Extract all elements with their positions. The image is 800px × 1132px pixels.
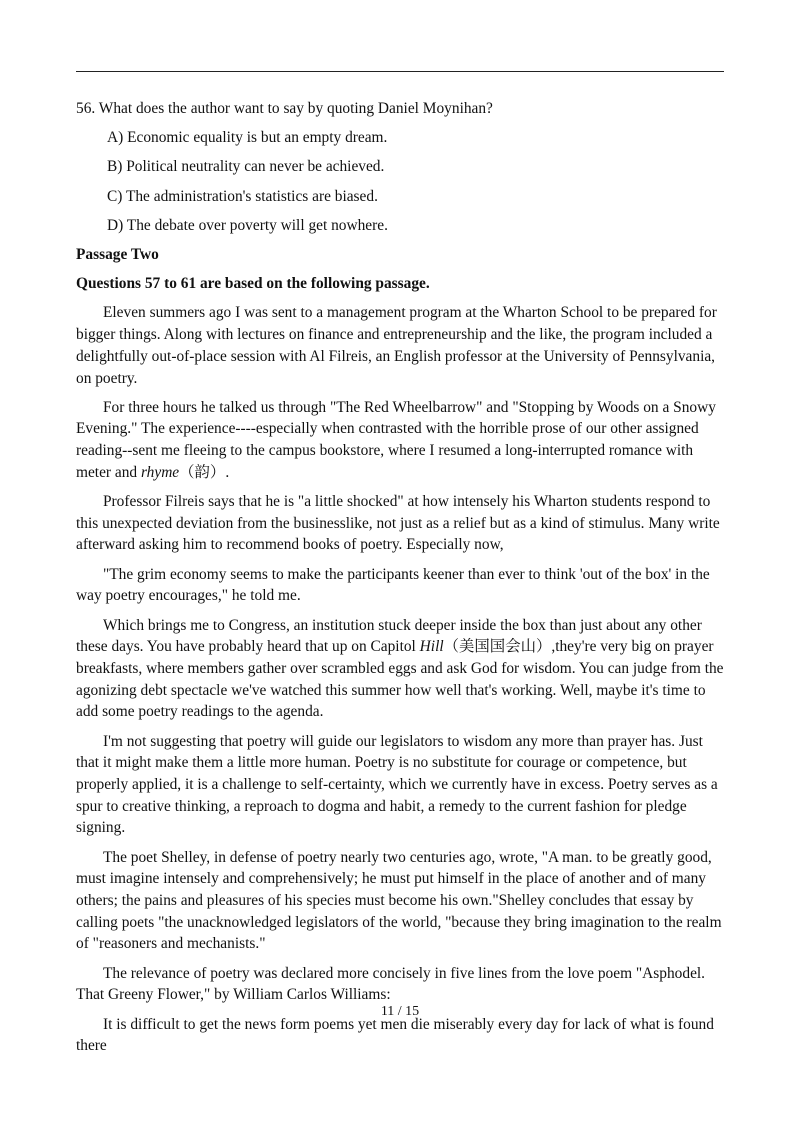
paragraph-text: （韵）. — [179, 463, 230, 481]
page-number: 11 / 15 — [380, 1004, 420, 1019]
paragraph: The relevance of poetry was declared more concisely in five lines from the love poem "Asphodel. That Greeny Flower," by William Carlos Williams: — [76, 964, 706, 1004]
passage-instruction: Questions 57 to 61 are based on the following passage. — [76, 275, 430, 293]
header-rule — [76, 71, 724, 72]
passage-title: Passage Two — [76, 246, 159, 264]
option-b: B) Political neutrality can never be achieved. — [107, 158, 385, 176]
italic-term: rhyme — [140, 463, 180, 481]
paragraph-text: （美国国会山）,they're very big on prayer breakfasts, where members gather over scrambled eggs and ask God for wisdom. You can judge from the agonizing debt spectacle we've watched this summer how well that's working. Well, maybe it's time to add some poetry readings to the agenda. — [76, 638, 724, 721]
paragraph-text: For three hours he talked us through "The Red Wheelbarrow" and "Stopping by Woods on a Snowy Evening." The experience----especially when contrasted with the horrible prose of our other assigned reading--sent me fleeing to the campus bookstore, where I resumed a long-interrupted romance with meter and — [76, 398, 716, 481]
paragraph — [76, 397, 724, 484]
italic-term: Hill — [419, 638, 444, 656]
option-a: A) Economic equality is but an empty dream. — [107, 129, 388, 147]
paragraph: "The grim economy seems to make the participants keener than ever to think 'out of the box' in the way poetry encourages," he told me. — [76, 565, 710, 605]
paragraph — [76, 615, 724, 724]
question-stem: 56. What does the author want to say by quoting Daniel Moynihan? — [76, 100, 493, 117]
paragraph-text: Which brings me to Congress, an institution stuck deeper inside the box than just about any other these days. You have probably heard that up on Capitol — [76, 616, 702, 656]
page-content — [76, 98, 724, 1064]
option-d: D) The debate over poverty will get nowhere. — [107, 216, 388, 234]
paragraph: It is difficult to get the news form poems yet men die miserably every day for lack of what is found there — [76, 1015, 714, 1055]
option-c: C) The administration's statistics are biased. — [107, 187, 378, 205]
paragraph: I'm not suggesting that poetry will guide our legislators to wisdom any more than prayer has. Just that it might make them a little more human. Poetry is no substitute for courage or competence, but properly applied, it is a challenge to self-certainty, which we currently have in excess. Poetry serves as a spur to creative thinking, a reproach to dogma and habit, a remedy to the current fashion for pledge signing. — [76, 732, 718, 837]
paragraph: Professor Filreis says that he is "a little shocked" at how intensely his Wharton students respond to this unexpected deviation from the businesslike, not just as a relief but as a kind of stimulus. Many write afterward asking him to recommend books of poetry. Especially now, — [76, 493, 720, 554]
paragraph: The poet Shelley, in defense of poetry nearly two centuries ago, wrote, "A man. to be greatly good, must imagine intensely and comprehensively; he must put himself in the place of another and of many others; the pains and pleasures of his species must become his own."Shelley concludes that essay by calling poets "the unacknowledged legislators of the world, "because they bring imagination to the realm of "reasoners and mechanists." — [76, 848, 722, 953]
paragraph: Eleven summers ago I was sent to a management program at the Wharton School to be prepared for bigger things. Along with lectures on finance and entrepreneurship and the like, the program included a delightfully out-of-place session with Al Filreis, an English professor at the University of Pennsylvania, on poetry. — [76, 304, 717, 387]
